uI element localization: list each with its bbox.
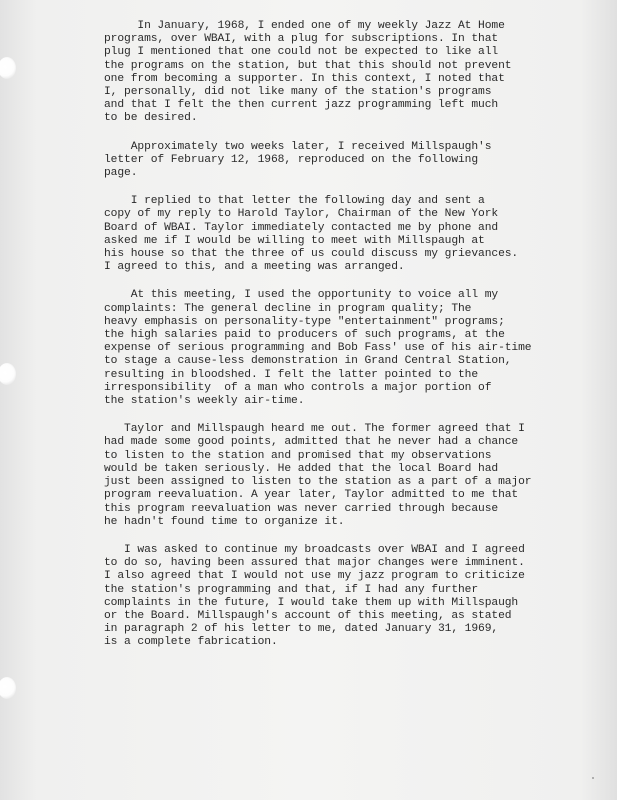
- text-line: would be taken seriously. He added that the local Board had: [104, 462, 499, 475]
- punch-hole-top: [0, 57, 16, 79]
- text-line: is a complete fabrication.: [104, 636, 278, 649]
- text-line: his house so that the three of us could discuss my grievances.: [104, 248, 519, 261]
- text-line: Taylor and Millspaugh heard me out. The former agreed that I: [104, 423, 525, 436]
- punch-hole-bottom: [0, 677, 16, 699]
- text-line: I agreed to this, and a meeting was arranged.: [104, 261, 405, 274]
- text-line: in paragraph 2 of his letter to me, dated January 31, 1969,: [104, 623, 499, 636]
- text-line: I replied to that letter the following day and sent a: [104, 195, 485, 208]
- text-line: to be desired.: [104, 112, 198, 125]
- text-line: complaints in the future, I would take them up with Millspaugh: [104, 596, 519, 609]
- text-line: to stage a cause-less demonstration in Grand Central Station,: [104, 355, 512, 368]
- text-line: I also agreed that I would not use my jazz program to criticize: [104, 570, 525, 583]
- text-line: the programs on the station, but that this should not prevent: [104, 59, 512, 72]
- text-line: program reevaluation. A year later, Taylor admitted to me that: [104, 489, 519, 502]
- text-line: At this meeting, I used the opportunity to voice all my: [104, 289, 499, 302]
- text-line: plug I mentioned that one could not be expected to like all: [104, 46, 499, 59]
- text-line: he hadn't found time to organize it.: [104, 515, 345, 528]
- text-line: to listen to the station and promised that my observations: [104, 449, 492, 462]
- text-line: letter of February 12, 1968, reproduced on the following: [104, 153, 479, 166]
- text-line: or the Board. Millspaugh's account of this meeting, as stated: [104, 609, 512, 622]
- text-line: the station's weekly air-time.: [104, 395, 305, 408]
- text-line: Board of WBAI. Taylor immediately contacted me by phone and: [104, 221, 499, 234]
- text-line: copy of my reply to Harold Taylor, Chairman of the New York: [104, 208, 499, 221]
- text-line: irresponsibility of a man who controls a major portion of: [104, 381, 492, 394]
- text-line: to do so, having been assured that major changes were imminent.: [104, 557, 525, 570]
- text-line: just been assigned to listen to the station as a part of a major: [104, 476, 532, 489]
- paragraph-3: [104, 195, 604, 274]
- text-line: expense of serious programming and Bob Fass' use of his air-time: [104, 342, 532, 355]
- text-line: programs, over WBAI, with a plug for subscriptions. In that: [104, 33, 499, 46]
- text-line: the station's programming and that, if I had any further: [104, 583, 479, 596]
- paragraph-1: [104, 20, 604, 126]
- text-line: complaints: The general decline in program quality; The: [104, 302, 472, 315]
- punch-hole-middle: [0, 363, 16, 385]
- text-line: asked me if I would be willing to meet with Millspaugh at: [104, 234, 485, 247]
- paragraph-6: [104, 544, 604, 650]
- paragraph-4: [104, 289, 604, 408]
- text-line: I, personally, did not like many of the station's programs: [104, 86, 492, 99]
- text-line: the high salaries paid to producers of such programs, at the: [104, 329, 505, 342]
- text-line: In January, 1968, I ended one of my weekly Jazz At Home: [104, 20, 505, 32]
- text-line: Approximately two weeks later, I received Millspaugh's: [104, 140, 492, 153]
- paper-speck: [592, 777, 594, 779]
- text-line: resulting in bloodshed. I felt the latter pointed to the: [104, 368, 479, 381]
- text-line: had made some good points, admitted that he never had a chance: [104, 436, 519, 449]
- paragraph-5: [104, 423, 604, 529]
- text-line: this program reevaluation was never carried through because: [104, 502, 499, 515]
- text-line: and that I felt the then current jazz programming left much: [104, 99, 499, 112]
- text-line: one from becoming a supporter. In this context, I noted that: [104, 72, 505, 85]
- text-line: page.: [104, 167, 138, 180]
- text-line: heavy emphasis on personality-type "entertainment" programs;: [104, 315, 505, 328]
- paragraph-2: [104, 141, 604, 181]
- typed-text-body: [104, 20, 604, 665]
- text-line: I was asked to continue my broadcasts over WBAI and I agreed: [104, 543, 525, 556]
